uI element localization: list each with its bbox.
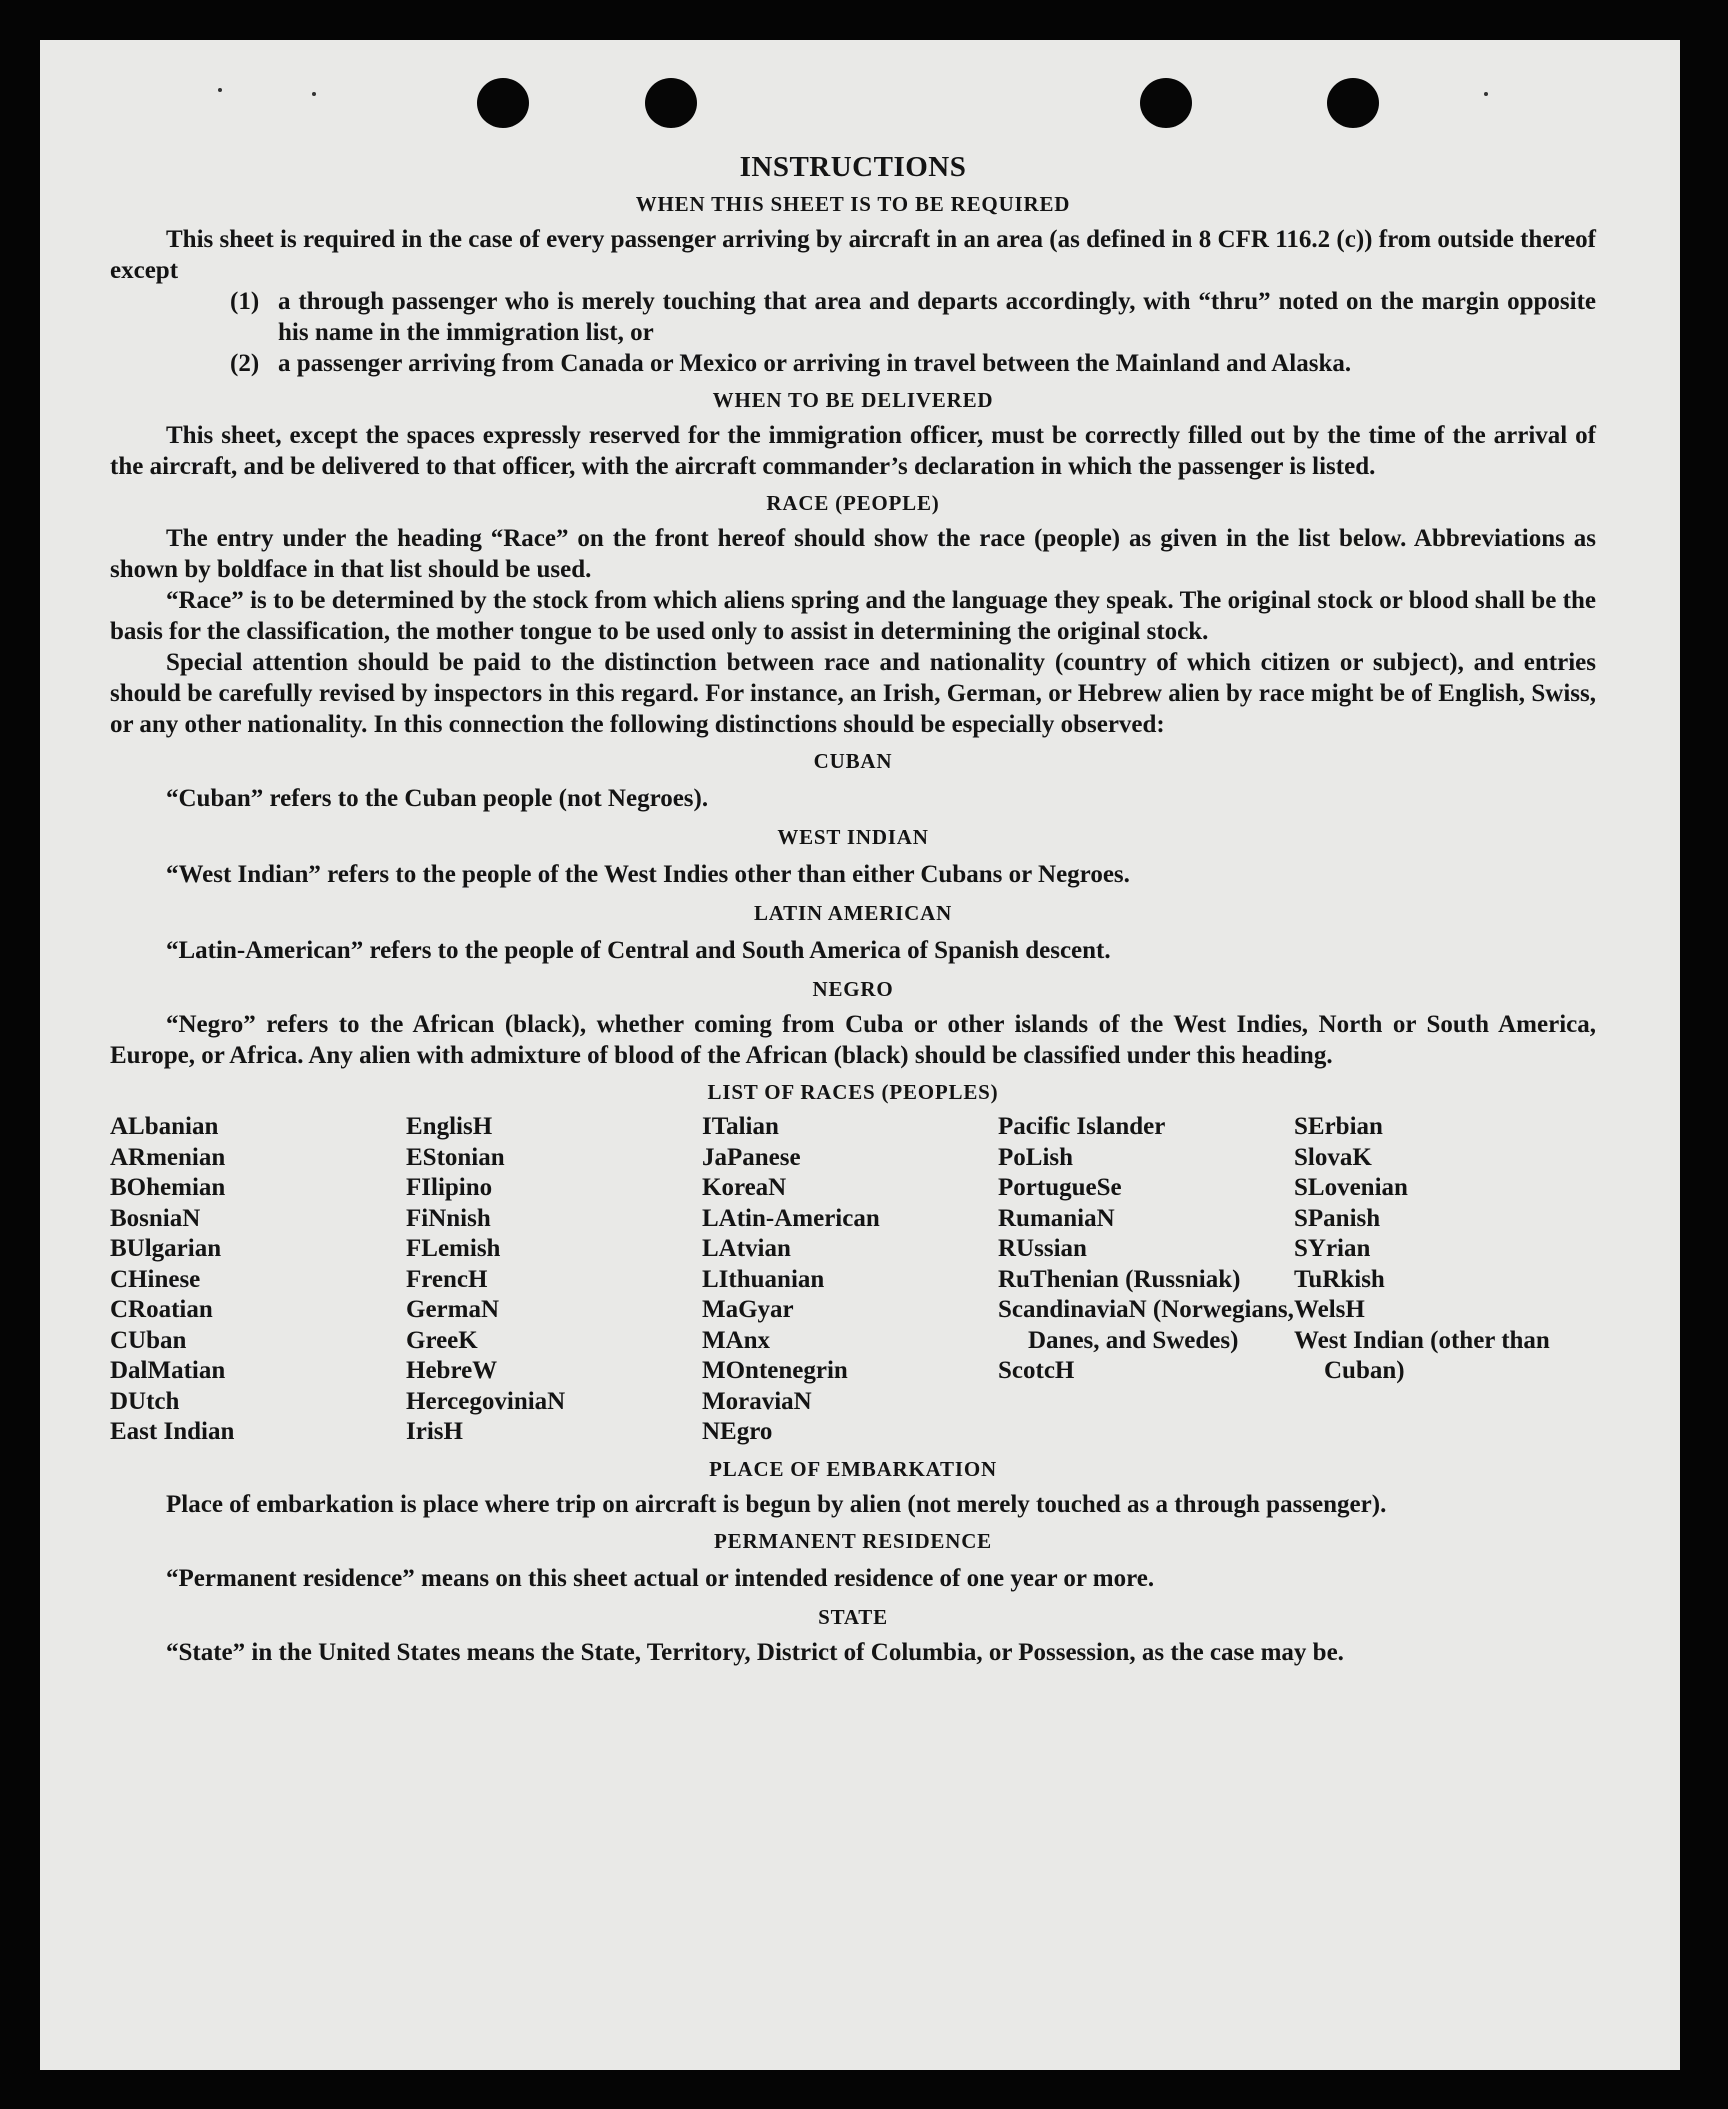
paragraph: Special attention should be paid to the distinction between race and nationality (country of which citizen or subject), and entries should be carefully revised by inspectors in this regard. For instance, an Irish, German, or Hebrew alien by race might be of English, Swiss, or any other nationality. In this connection the following distinctions should be especially observed: bbox=[110, 649, 1596, 738]
race-column bbox=[1294, 1112, 1596, 1448]
race-entry: BUlgarian bbox=[110, 1235, 222, 1262]
punch-hole bbox=[645, 78, 697, 128]
exception-number: (1) bbox=[230, 288, 260, 315]
distinction-text-latin-american: “Latin-American” refers to the people of Central and South America of Spanish descent. bbox=[166, 937, 1111, 964]
race-entry: MoraviaN bbox=[702, 1387, 812, 1415]
paragraph: Place of embarkation is place where trip on aircraft is begun by alien (not merely touched as a through passenger). bbox=[166, 1490, 1387, 1518]
race-entry: ScandinaviaN (Norwegians, Danes, and Swedes) bbox=[998, 1296, 1294, 1354]
race-entry: FrencH bbox=[406, 1265, 488, 1293]
section-heading: WHEN THIS SHEET IS TO BE REQUIRED bbox=[635, 192, 1071, 216]
race-entry: SlovaK bbox=[1294, 1143, 1372, 1171]
punch-hole bbox=[1140, 78, 1192, 128]
race-entry: RuThenian (Russniak) bbox=[998, 1265, 1241, 1293]
exception-text: a through passenger who is merely touching that area and departs accordingly, with “thru” noted on the margin opposite his name in the immigration list, or bbox=[278, 288, 1596, 346]
race-entry: DUtch bbox=[110, 1387, 180, 1415]
section-heading: WHEN TO BE DELIVERED bbox=[712, 388, 994, 412]
race-entry: RUssian bbox=[998, 1235, 1087, 1262]
race-entry: IrisH bbox=[406, 1418, 463, 1445]
distinction-heading-latin-american: LATIN AMERICAN bbox=[753, 901, 953, 925]
race-entry: JaPanese bbox=[702, 1143, 801, 1171]
race-entry: West Indian (other than Cuban) bbox=[1294, 1326, 1550, 1384]
race-entry: WelsH bbox=[1294, 1296, 1365, 1323]
race-list bbox=[110, 1112, 1596, 1448]
race-entry: EStonian bbox=[406, 1143, 505, 1171]
race-entry: Pacific Islander bbox=[998, 1113, 1166, 1140]
race-entry: SYrian bbox=[1294, 1235, 1371, 1262]
race-entry: LAtin-American bbox=[702, 1204, 880, 1232]
distinction-text-west-indian: “West Indian” refers to the people of the West Indies other than either Cubans or Negroes. bbox=[166, 861, 1130, 888]
scan-speck bbox=[218, 88, 222, 92]
distinction-heading-west-indian: WEST INDIAN bbox=[777, 825, 929, 849]
section-heading-residence: PERMANENT RESIDENCE bbox=[714, 1528, 992, 1553]
race-entry: ScotcH bbox=[998, 1357, 1075, 1384]
exception-text: a passenger arriving from Canada or Mexico or arriving in travel between the Mainland and Alaska. bbox=[278, 350, 1352, 377]
race-entry: BosniaN bbox=[110, 1204, 201, 1232]
paragraph: This sheet is required in the case of every passenger arriving by aircraft in an area (as defined in 8 CFR 116.2 (c)) from outside thereof except bbox=[110, 226, 1596, 284]
race-entry: MaGyar bbox=[702, 1296, 794, 1323]
race-entry: PoLish bbox=[998, 1143, 1074, 1171]
section-heading-embarkation: PLACE OF EMBARKATION bbox=[709, 1456, 997, 1481]
race-entry: CRoatian bbox=[110, 1296, 213, 1323]
scan-speck bbox=[312, 92, 316, 96]
distinction-text-cuban: “Cuban” refers to the Cuban people (not Negroes). bbox=[166, 785, 709, 812]
race-entry: ARmenian bbox=[110, 1143, 226, 1171]
paragraph: The entry under the heading “Race” on the front hereof should show the race (people) as given in the list below. Abbreviations as shown by boldface in that list should be used. bbox=[110, 525, 1596, 583]
race-entry: ALbanian bbox=[110, 1113, 219, 1140]
race-entry: PortugueSe bbox=[998, 1174, 1122, 1201]
race-entry: EnglisH bbox=[406, 1113, 493, 1140]
race-column bbox=[702, 1112, 998, 1448]
race-column bbox=[406, 1112, 702, 1448]
race-entry: TuRkish bbox=[1294, 1265, 1385, 1293]
section-heading-state: STATE bbox=[818, 1604, 888, 1629]
race-entry: ITalian bbox=[702, 1113, 779, 1140]
exception-item bbox=[230, 348, 1596, 379]
race-entry: DalMatian bbox=[110, 1357, 226, 1384]
instructions-content bbox=[110, 152, 1596, 1668]
race-entry: FIlipino bbox=[406, 1174, 493, 1201]
race-entry: NEgro bbox=[702, 1418, 773, 1445]
race-entry: RumaniaN bbox=[998, 1204, 1115, 1232]
page-title: INSTRUCTIONS bbox=[739, 151, 967, 183]
section-heading: RACE (PEOPLE) bbox=[766, 491, 940, 515]
race-entry: BOhemian bbox=[110, 1174, 226, 1201]
document-page bbox=[40, 40, 1680, 2070]
race-entry: GreeK bbox=[406, 1326, 478, 1354]
race-entry: CUban bbox=[110, 1326, 187, 1354]
race-column bbox=[110, 1112, 406, 1448]
distinction-heading-cuban: CUBAN bbox=[813, 749, 893, 773]
race-entry: CHinese bbox=[110, 1265, 201, 1293]
race-entry: LAtvian bbox=[702, 1235, 791, 1262]
paragraph: “Race” is to be determined by the stock from which aliens spring and the language they speak. The original stock or blood shall be the basis for the classification, the mother tongue to be used only to assist in determining the original stock. bbox=[110, 587, 1596, 645]
race-entry: MAnx bbox=[702, 1326, 771, 1354]
race-entry: GermaN bbox=[406, 1296, 500, 1323]
race-column bbox=[998, 1112, 1294, 1448]
race-entry: KoreaN bbox=[702, 1174, 787, 1201]
race-entry: FLemish bbox=[406, 1235, 501, 1262]
race-entry: HebreW bbox=[406, 1357, 498, 1384]
race-entry: SErbian bbox=[1294, 1113, 1383, 1140]
race-entry: SLovenian bbox=[1294, 1174, 1408, 1201]
exception-item bbox=[230, 286, 1596, 348]
race-entry: LIthuanian bbox=[702, 1265, 825, 1293]
distinction-heading-negro: NEGRO bbox=[812, 977, 894, 1001]
race-entry: HercegoviniaN bbox=[406, 1387, 566, 1415]
race-entry: East Indian bbox=[110, 1418, 235, 1445]
race-entry: MOntenegrin bbox=[702, 1357, 848, 1384]
distinction-text-negro: “Negro” refers to the African (black), whether coming from Cuba or other islands of the West Indies, North or South America, Europe, or Africa. Any alien with admixture of blood of the African (black) should be classified under this heading. bbox=[110, 1011, 1596, 1069]
exception-number: (2) bbox=[230, 350, 260, 377]
race-list-heading: LIST OF RACES (PEOPLES) bbox=[707, 1080, 999, 1104]
paragraph: “Permanent residence” means on this sheet actual or intended residence of one year or more. bbox=[166, 1564, 1155, 1592]
scan-speck bbox=[1484, 92, 1488, 96]
race-entry: FiNnish bbox=[406, 1204, 491, 1232]
punch-hole bbox=[1327, 78, 1379, 128]
paragraph: “State” in the United States means the State, Territory, District of Columbia, or Possession, as the case may be. bbox=[166, 1638, 1344, 1666]
punch-hole bbox=[477, 78, 529, 128]
paragraph: This sheet, except the spaces expressly reserved for the immigration officer, must be correctly filled out by the time of the arrival of the aircraft, and be delivered to that officer, with the aircraft commander’s declaration in which the passenger is listed. bbox=[110, 422, 1596, 480]
race-entry: SPanish bbox=[1294, 1204, 1381, 1232]
